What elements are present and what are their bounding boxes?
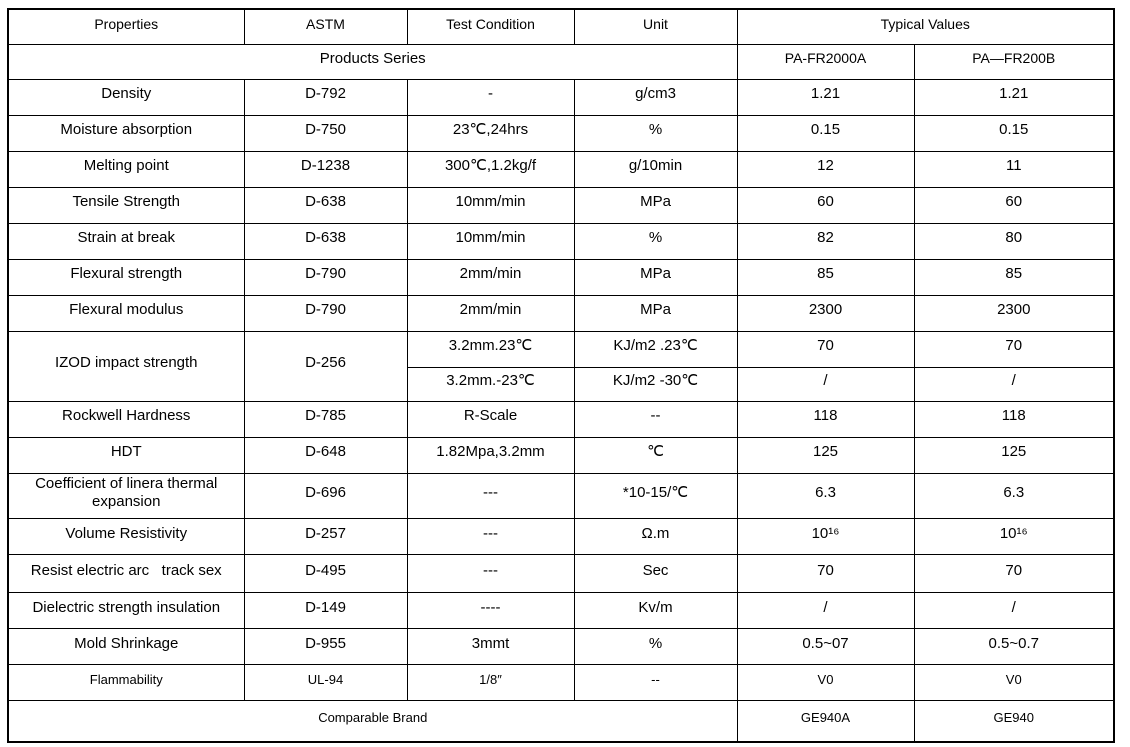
value-b-cell: / bbox=[914, 367, 1114, 401]
unit-cell: g/cm3 bbox=[574, 79, 737, 115]
unit-cell: MPa bbox=[574, 259, 737, 295]
unit-cell: MPa bbox=[574, 187, 737, 223]
value-a-cell: 70 bbox=[737, 555, 914, 593]
value-b-cell: 70 bbox=[914, 331, 1114, 367]
test-condition-cell: --- bbox=[407, 519, 574, 555]
test-condition-cell: 2mm/min bbox=[407, 259, 574, 295]
test-condition-cell: R-Scale bbox=[407, 401, 574, 437]
table-row bbox=[8, 79, 1114, 115]
unit-cell: % bbox=[574, 115, 737, 151]
table-row bbox=[8, 223, 1114, 259]
value-b-cell: 125 bbox=[914, 437, 1114, 473]
table-row bbox=[8, 401, 1114, 437]
property-cell: Tensile Strength bbox=[8, 187, 244, 223]
test-condition-cell: 23℃,24hrs bbox=[407, 115, 574, 151]
value-b-cell: 11 bbox=[914, 151, 1114, 187]
test-condition-cell: ---- bbox=[407, 593, 574, 629]
unit-cell: Sec bbox=[574, 555, 737, 593]
value-b-cell: 0.15 bbox=[914, 115, 1114, 151]
value-b-cell: 60 bbox=[914, 187, 1114, 223]
value-b-cell: 1.21 bbox=[914, 79, 1114, 115]
astm-cell: D-785 bbox=[244, 401, 407, 437]
header-typical-values: Typical Values bbox=[737, 9, 1114, 44]
unit-cell: Kv/m bbox=[574, 593, 737, 629]
astm-cell: D-638 bbox=[244, 223, 407, 259]
test-condition-cell: 2mm/min bbox=[407, 295, 574, 331]
datasheet-table-container bbox=[7, 8, 1115, 743]
property-cell: Density bbox=[8, 79, 244, 115]
unit-cell: KJ/m2 -30℃ bbox=[574, 367, 737, 401]
property-cell: Strain at break bbox=[8, 223, 244, 259]
test-condition-cell: --- bbox=[407, 555, 574, 593]
test-condition-cell: 1.82Mpa,3.2mm bbox=[407, 437, 574, 473]
unit-cell: -- bbox=[574, 401, 737, 437]
property-cell: HDT bbox=[8, 437, 244, 473]
value-a-cell: 0.15 bbox=[737, 115, 914, 151]
table-row bbox=[8, 701, 1114, 742]
astm-cell: D-149 bbox=[244, 593, 407, 629]
table-row bbox=[8, 295, 1114, 331]
astm-cell: D-257 bbox=[244, 519, 407, 555]
test-condition-cell: --- bbox=[407, 473, 574, 519]
series-a-label: PA-FR2000A bbox=[737, 44, 914, 79]
astm-cell: D-648 bbox=[244, 437, 407, 473]
value-a-cell: 82 bbox=[737, 223, 914, 259]
value-b-cell: 0.5~0.7 bbox=[914, 629, 1114, 665]
astm-cell: D-790 bbox=[244, 295, 407, 331]
header-astm: ASTM bbox=[244, 9, 407, 44]
value-b-cell: 6.3 bbox=[914, 473, 1114, 519]
value-b-cell: 118 bbox=[914, 401, 1114, 437]
value-b-cell: 2300 bbox=[914, 295, 1114, 331]
table-row bbox=[8, 519, 1114, 555]
unit-cell: % bbox=[574, 629, 737, 665]
header-properties: Properties bbox=[8, 9, 244, 44]
table-row bbox=[8, 115, 1114, 151]
test-condition-cell: 10mm/min bbox=[407, 223, 574, 259]
value-a-cell: 60 bbox=[737, 187, 914, 223]
table-row bbox=[8, 437, 1114, 473]
value-b-cell: 70 bbox=[914, 555, 1114, 593]
table-row bbox=[8, 629, 1114, 665]
products-series-label: Products Series bbox=[8, 44, 737, 79]
value-a-cell: 85 bbox=[737, 259, 914, 295]
brand-a-cell: GE940A bbox=[737, 701, 914, 742]
table-row bbox=[8, 259, 1114, 295]
property-cell: Volume Resistivity bbox=[8, 519, 244, 555]
brand-b-cell: GE940 bbox=[914, 701, 1114, 742]
astm-cell: D-1238 bbox=[244, 151, 407, 187]
table-row bbox=[8, 44, 1114, 79]
astm-cell: D-638 bbox=[244, 187, 407, 223]
material-properties-table bbox=[7, 8, 1115, 743]
property-cell: Flexural modulus bbox=[8, 295, 244, 331]
property-cell: Melting point bbox=[8, 151, 244, 187]
value-b-cell: V0 bbox=[914, 665, 1114, 701]
test-condition-cell: 1/8″ bbox=[407, 665, 574, 701]
header-unit: Unit bbox=[574, 9, 737, 44]
astm-cell: D-790 bbox=[244, 259, 407, 295]
value-a-cell: / bbox=[737, 367, 914, 401]
test-condition-cell: 300℃,1.2kg/f bbox=[407, 151, 574, 187]
property-cell: Moisture absorption bbox=[8, 115, 244, 151]
unit-cell: *10-15/℃ bbox=[574, 473, 737, 519]
table-row bbox=[8, 555, 1114, 593]
value-b-cell: / bbox=[914, 593, 1114, 629]
unit-cell: KJ/m2 .23℃ bbox=[574, 331, 737, 367]
astm-cell: D-495 bbox=[244, 555, 407, 593]
test-condition-cell: - bbox=[407, 79, 574, 115]
table-row bbox=[8, 665, 1114, 701]
value-a-cell: 70 bbox=[737, 331, 914, 367]
value-a-cell: 0.5~07 bbox=[737, 629, 914, 665]
table-row bbox=[8, 187, 1114, 223]
astm-cell: D-792 bbox=[244, 79, 407, 115]
value-a-cell: 12 bbox=[737, 151, 914, 187]
table-row bbox=[8, 331, 1114, 367]
unit-cell: g/10min bbox=[574, 151, 737, 187]
value-b-cell: 85 bbox=[914, 259, 1114, 295]
unit-cell: Ω.m bbox=[574, 519, 737, 555]
table-row bbox=[8, 473, 1114, 519]
property-cell: Mold Shrinkage bbox=[8, 629, 244, 665]
astm-cell: D-955 bbox=[244, 629, 407, 665]
value-a-cell: 10¹⁶ bbox=[737, 519, 914, 555]
unit-cell: MPa bbox=[574, 295, 737, 331]
value-b-cell: 80 bbox=[914, 223, 1114, 259]
value-a-cell: 125 bbox=[737, 437, 914, 473]
value-b-cell: 10¹⁶ bbox=[914, 519, 1114, 555]
value-a-cell: 2300 bbox=[737, 295, 914, 331]
property-cell: Flexural strength bbox=[8, 259, 244, 295]
header-test-condition: Test Condition bbox=[407, 9, 574, 44]
property-cell: Coefficient of linera thermal expansion bbox=[8, 473, 244, 519]
test-condition-cell: 3.2mm.23℃ bbox=[407, 331, 574, 367]
unit-cell: -- bbox=[574, 665, 737, 701]
property-cell: Dielectric strength insulation bbox=[8, 593, 244, 629]
test-condition-cell: 3mmt bbox=[407, 629, 574, 665]
astm-cell: D-750 bbox=[244, 115, 407, 151]
astm-cell: D-696 bbox=[244, 473, 407, 519]
test-condition-cell: 10mm/min bbox=[407, 187, 574, 223]
property-cell: Flammability bbox=[8, 665, 244, 701]
table-row bbox=[8, 9, 1114, 44]
astm-cell: D-256 bbox=[244, 331, 407, 401]
test-condition-cell: 3.2mm.-23℃ bbox=[407, 367, 574, 401]
series-b-label: PA—FR200B bbox=[914, 44, 1114, 79]
value-a-cell: V0 bbox=[737, 665, 914, 701]
value-a-cell: / bbox=[737, 593, 914, 629]
property-cell: Rockwell Hardness bbox=[8, 401, 244, 437]
astm-cell: UL-94 bbox=[244, 665, 407, 701]
value-a-cell: 1.21 bbox=[737, 79, 914, 115]
table-row bbox=[8, 593, 1114, 629]
value-a-cell: 118 bbox=[737, 401, 914, 437]
value-a-cell: 6.3 bbox=[737, 473, 914, 519]
table-row bbox=[8, 151, 1114, 187]
unit-cell: ℃ bbox=[574, 437, 737, 473]
property-cell: IZOD impact strength bbox=[8, 331, 244, 401]
property-cell: Resist electric arc track sex bbox=[8, 555, 244, 593]
comparable-brand-label: Comparable Brand bbox=[8, 701, 737, 742]
unit-cell: % bbox=[574, 223, 737, 259]
